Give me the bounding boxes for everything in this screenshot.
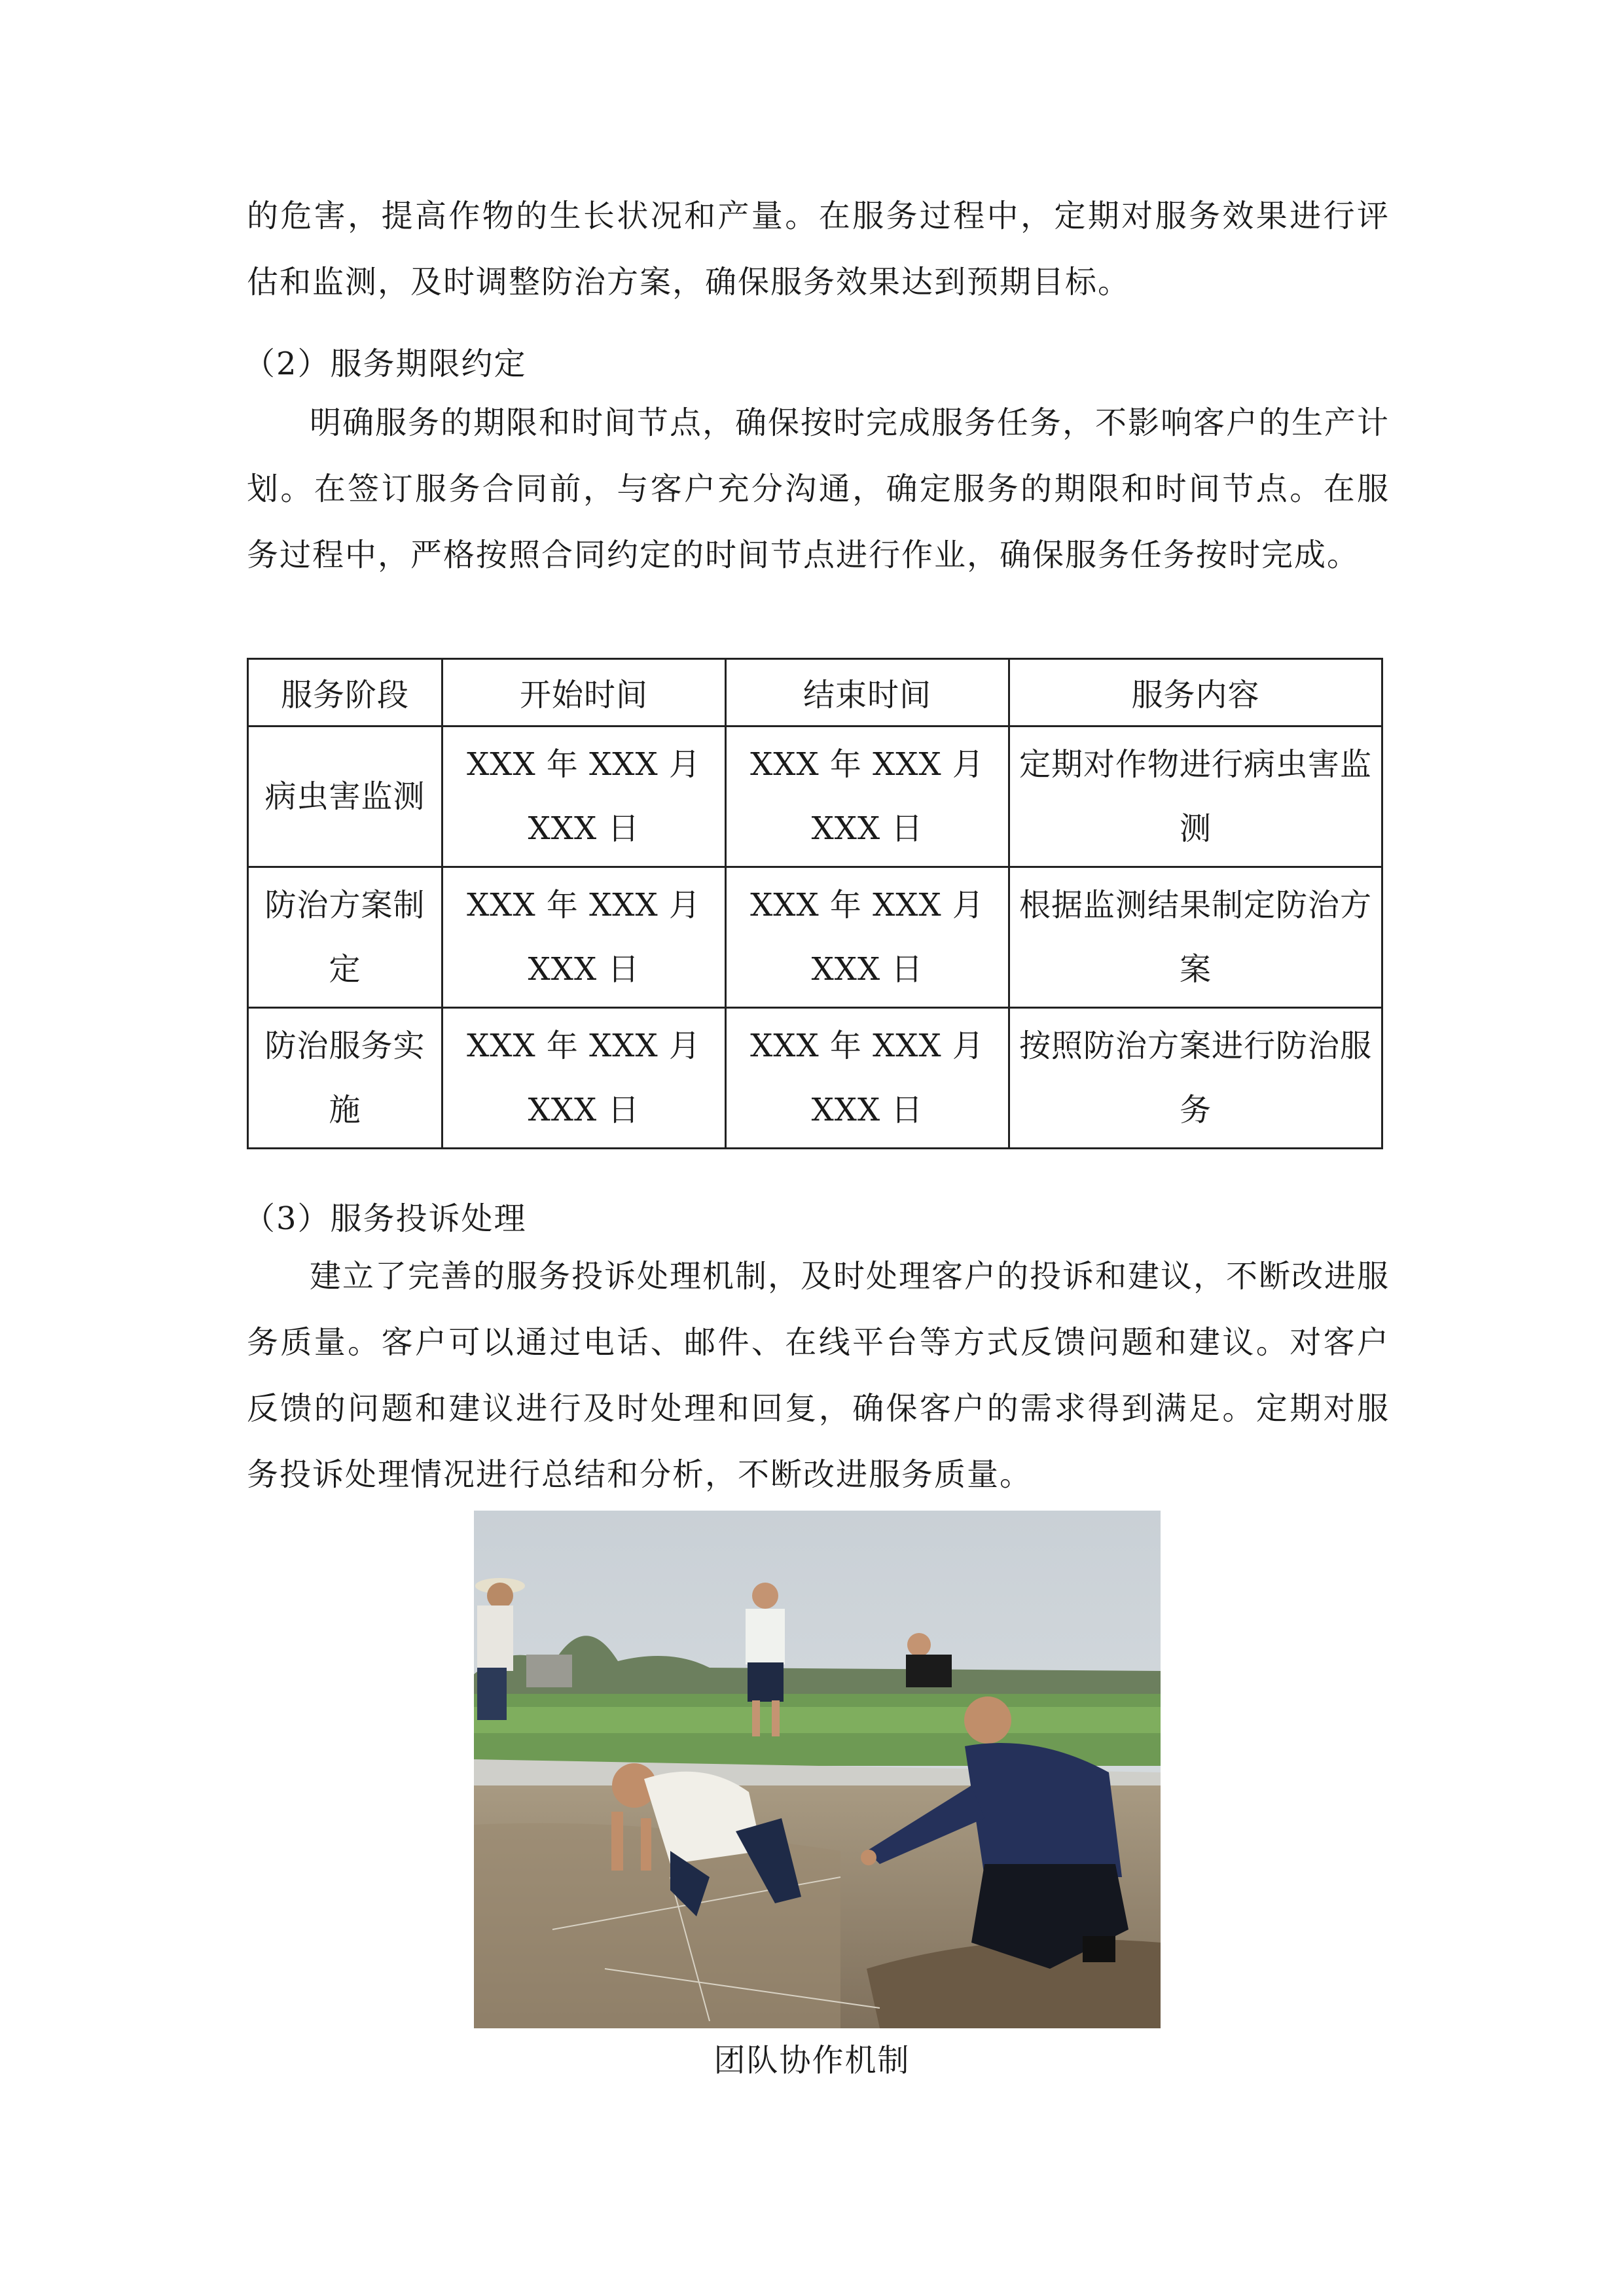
table-cell: 病虫害监测 bbox=[248, 726, 442, 867]
photo-caption: 团队协作机制 bbox=[713, 2042, 911, 2079]
table-cell: XXX 年 XXX 月 XXX 日 bbox=[442, 867, 726, 1008]
table-header-cell: 服务阶段 bbox=[248, 659, 442, 726]
table-cell: XXX 年 XXX 月 XXX 日 bbox=[442, 1008, 726, 1149]
field-team-illustration bbox=[474, 1511, 1161, 2028]
section-2-paragraph: 明确服务的期限和时间节点，确保按时完成服务任务，不影响客户的生产计划。在签订服务合同前，与客户充分沟通，确定服务的期限和时间节点。在服务过程中，严格按照合同约定的时间节点进行作业，确保服务任务按时完成。 bbox=[247, 404, 1390, 573]
section-3-paragraph: 建立了完善的服务投诉处理机制，及时处理客户的投诉和建议，不断改进服务质量。客户可以通过电话、邮件、在线平台等方式反馈问题和建议。对客户反馈的问题和建议进行及时处理和回复，确保客户的需求得到满足。定期对服务投诉处理情况进行总结和分析，不断改进服务质量。 bbox=[247, 1258, 1390, 1493]
table-cell: 按照防治方案进行防治服务 bbox=[1009, 1008, 1382, 1149]
table-cell: XXX 年 XXX 月 XXX 日 bbox=[726, 1008, 1009, 1149]
table-cell: 防治服务实施 bbox=[248, 1008, 442, 1149]
table-row bbox=[248, 1008, 1382, 1149]
service-schedule-table bbox=[247, 658, 1383, 1149]
table-cell: 根据监测结果制定防治方案 bbox=[1009, 867, 1382, 1008]
table-header-row bbox=[248, 659, 1382, 726]
table-cell: XXX 年 XXX 月 XXX 日 bbox=[726, 726, 1009, 867]
table-cell: XXX 年 XXX 月 XXX 日 bbox=[442, 726, 726, 867]
section-3-heading: （3）服务投诉处理 bbox=[244, 1200, 527, 1237]
table-header-cell: 开始时间 bbox=[442, 659, 726, 726]
table-row bbox=[248, 867, 1382, 1008]
section-2-heading: （2）服务期限约定 bbox=[244, 346, 527, 382]
field-team-photo bbox=[474, 1511, 1161, 2028]
table-header-cell: 服务内容 bbox=[1009, 659, 1382, 726]
table-cell: 定期对作物进行病虫害监测 bbox=[1009, 726, 1382, 867]
table-header-cell: 结束时间 bbox=[726, 659, 1009, 726]
table-cell: 防治方案制定 bbox=[248, 867, 442, 1008]
table-row bbox=[248, 726, 1382, 867]
table-cell: XXX 年 XXX 月 XXX 日 bbox=[726, 867, 1009, 1008]
intro-paragraph: 的危害，提高作物的生长状况和产量。在服务过程中，定期对服务效果进行评估和监测，及时调整防治方案，确保服务效果达到预期目标。 bbox=[247, 198, 1390, 300]
